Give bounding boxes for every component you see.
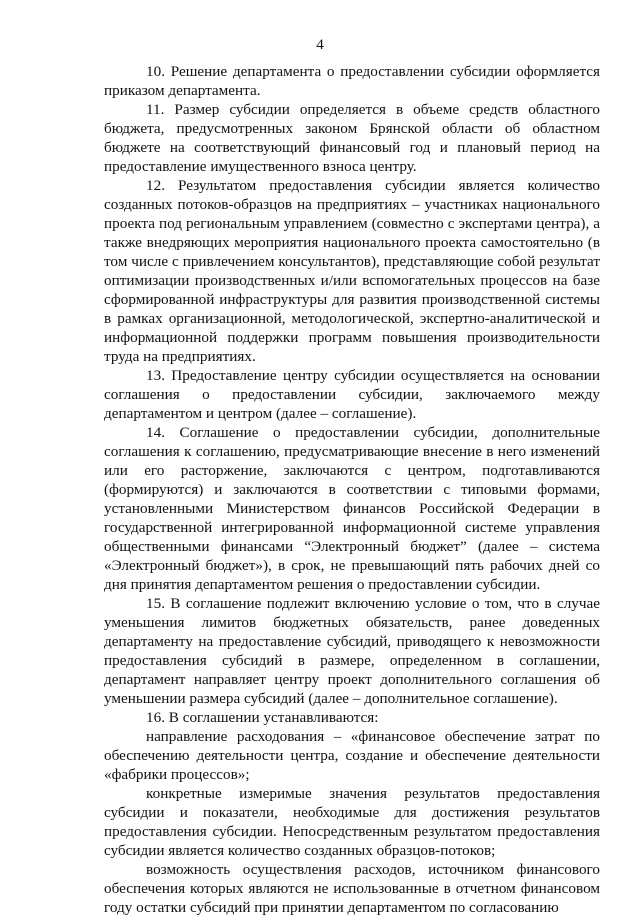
paragraph-12: 12. Результатом предоставления субсидии является количество созданных потоков-образцов на предприятиях – участниках национального проекта под региональным управлением (совместно с экспертами центра), а также внедряющих мероприятия национального проекта самостоятельно (в том числе с привлечением консультантов), представляющие собой результат оптимизации производственных и/или вспомогательных процессов на базе сформированной инфраструктуры для развития производственной системы в рамках организационной, методологической, экспертно-аналитической и информационной поддержки программ повышения производительности труда на предприятиях. (104, 177, 600, 365)
page-number: 4 (316, 37, 324, 53)
paragraph-16-results: конкретные измеримые значения результатов предоставления субсидии и показатели, необходимые для достижения результатов предоставления субсидии. Непосредственным результатом предоставления субсидии является количество созданных образцов-потоков; (104, 785, 600, 859)
paragraph-15: 15. В соглашение подлежит включению условие о том, что в случае уменьшения лимитов бюджетных обязательств, ранее доведенных департаменту на предоставление субсидий, приводящего к невозможности предоставления субсидий в размере, определенном в соглашении, департамент направляет центру проект дополнительного соглашения об уменьшении размера субсидий (далее – дополнительное соглашение). (104, 595, 600, 707)
document-body (104, 62, 600, 917)
paragraph-11: 11. Размер субсидии определяется в объеме средств областного бюджета, предусмотренных законом Брянской области об областном бюджете на соответствующий финансовый год и плановый период на предоставление имущественного взноса центру. (104, 101, 600, 175)
paragraph-13: 13. Предоставление центру субсидии осуществляется на основании соглашения о предоставлении субсидии, заключаемого между департаментом и центром (далее – соглашение). (104, 367, 600, 422)
paragraph-16: 16. В соглашении устанавливаются: (146, 709, 379, 726)
paragraph-14: 14. Соглашение о предоставлении субсидии, дополнительные соглашения к соглашению, предусматривающие внесение в него изменений или его расторжение, заключаются с центром, подготавливаются (формируются) и заключаются в соответствии с типовыми формами, установленными Министерством финансов Российской Федерации в государственной интегрированной информационной системе управления общественными финансами “Электронный бюджет” (далее – система «Электронный бюджет»), в срок, не превышающий пять рабочих дней со дня принятия департаментом решения о предоставлении субсидии. (104, 424, 600, 593)
paragraph-16-remainders: возможность осуществления расходов, источником финансового обеспечения которых являются не использованные в отчетном финансовом году остатки субсидий при принятии департаментом по согласованию (104, 861, 600, 916)
paragraph-16-direction: направление расходования – «финансовое обеспечение затрат по обеспечению деятельности центра, создание и обеспечение деятельности «фабрики процессов»; (104, 728, 600, 783)
paragraph-10: 10. Решение департамента о предоставлении субсидии оформляется приказом департамента. (104, 63, 600, 99)
